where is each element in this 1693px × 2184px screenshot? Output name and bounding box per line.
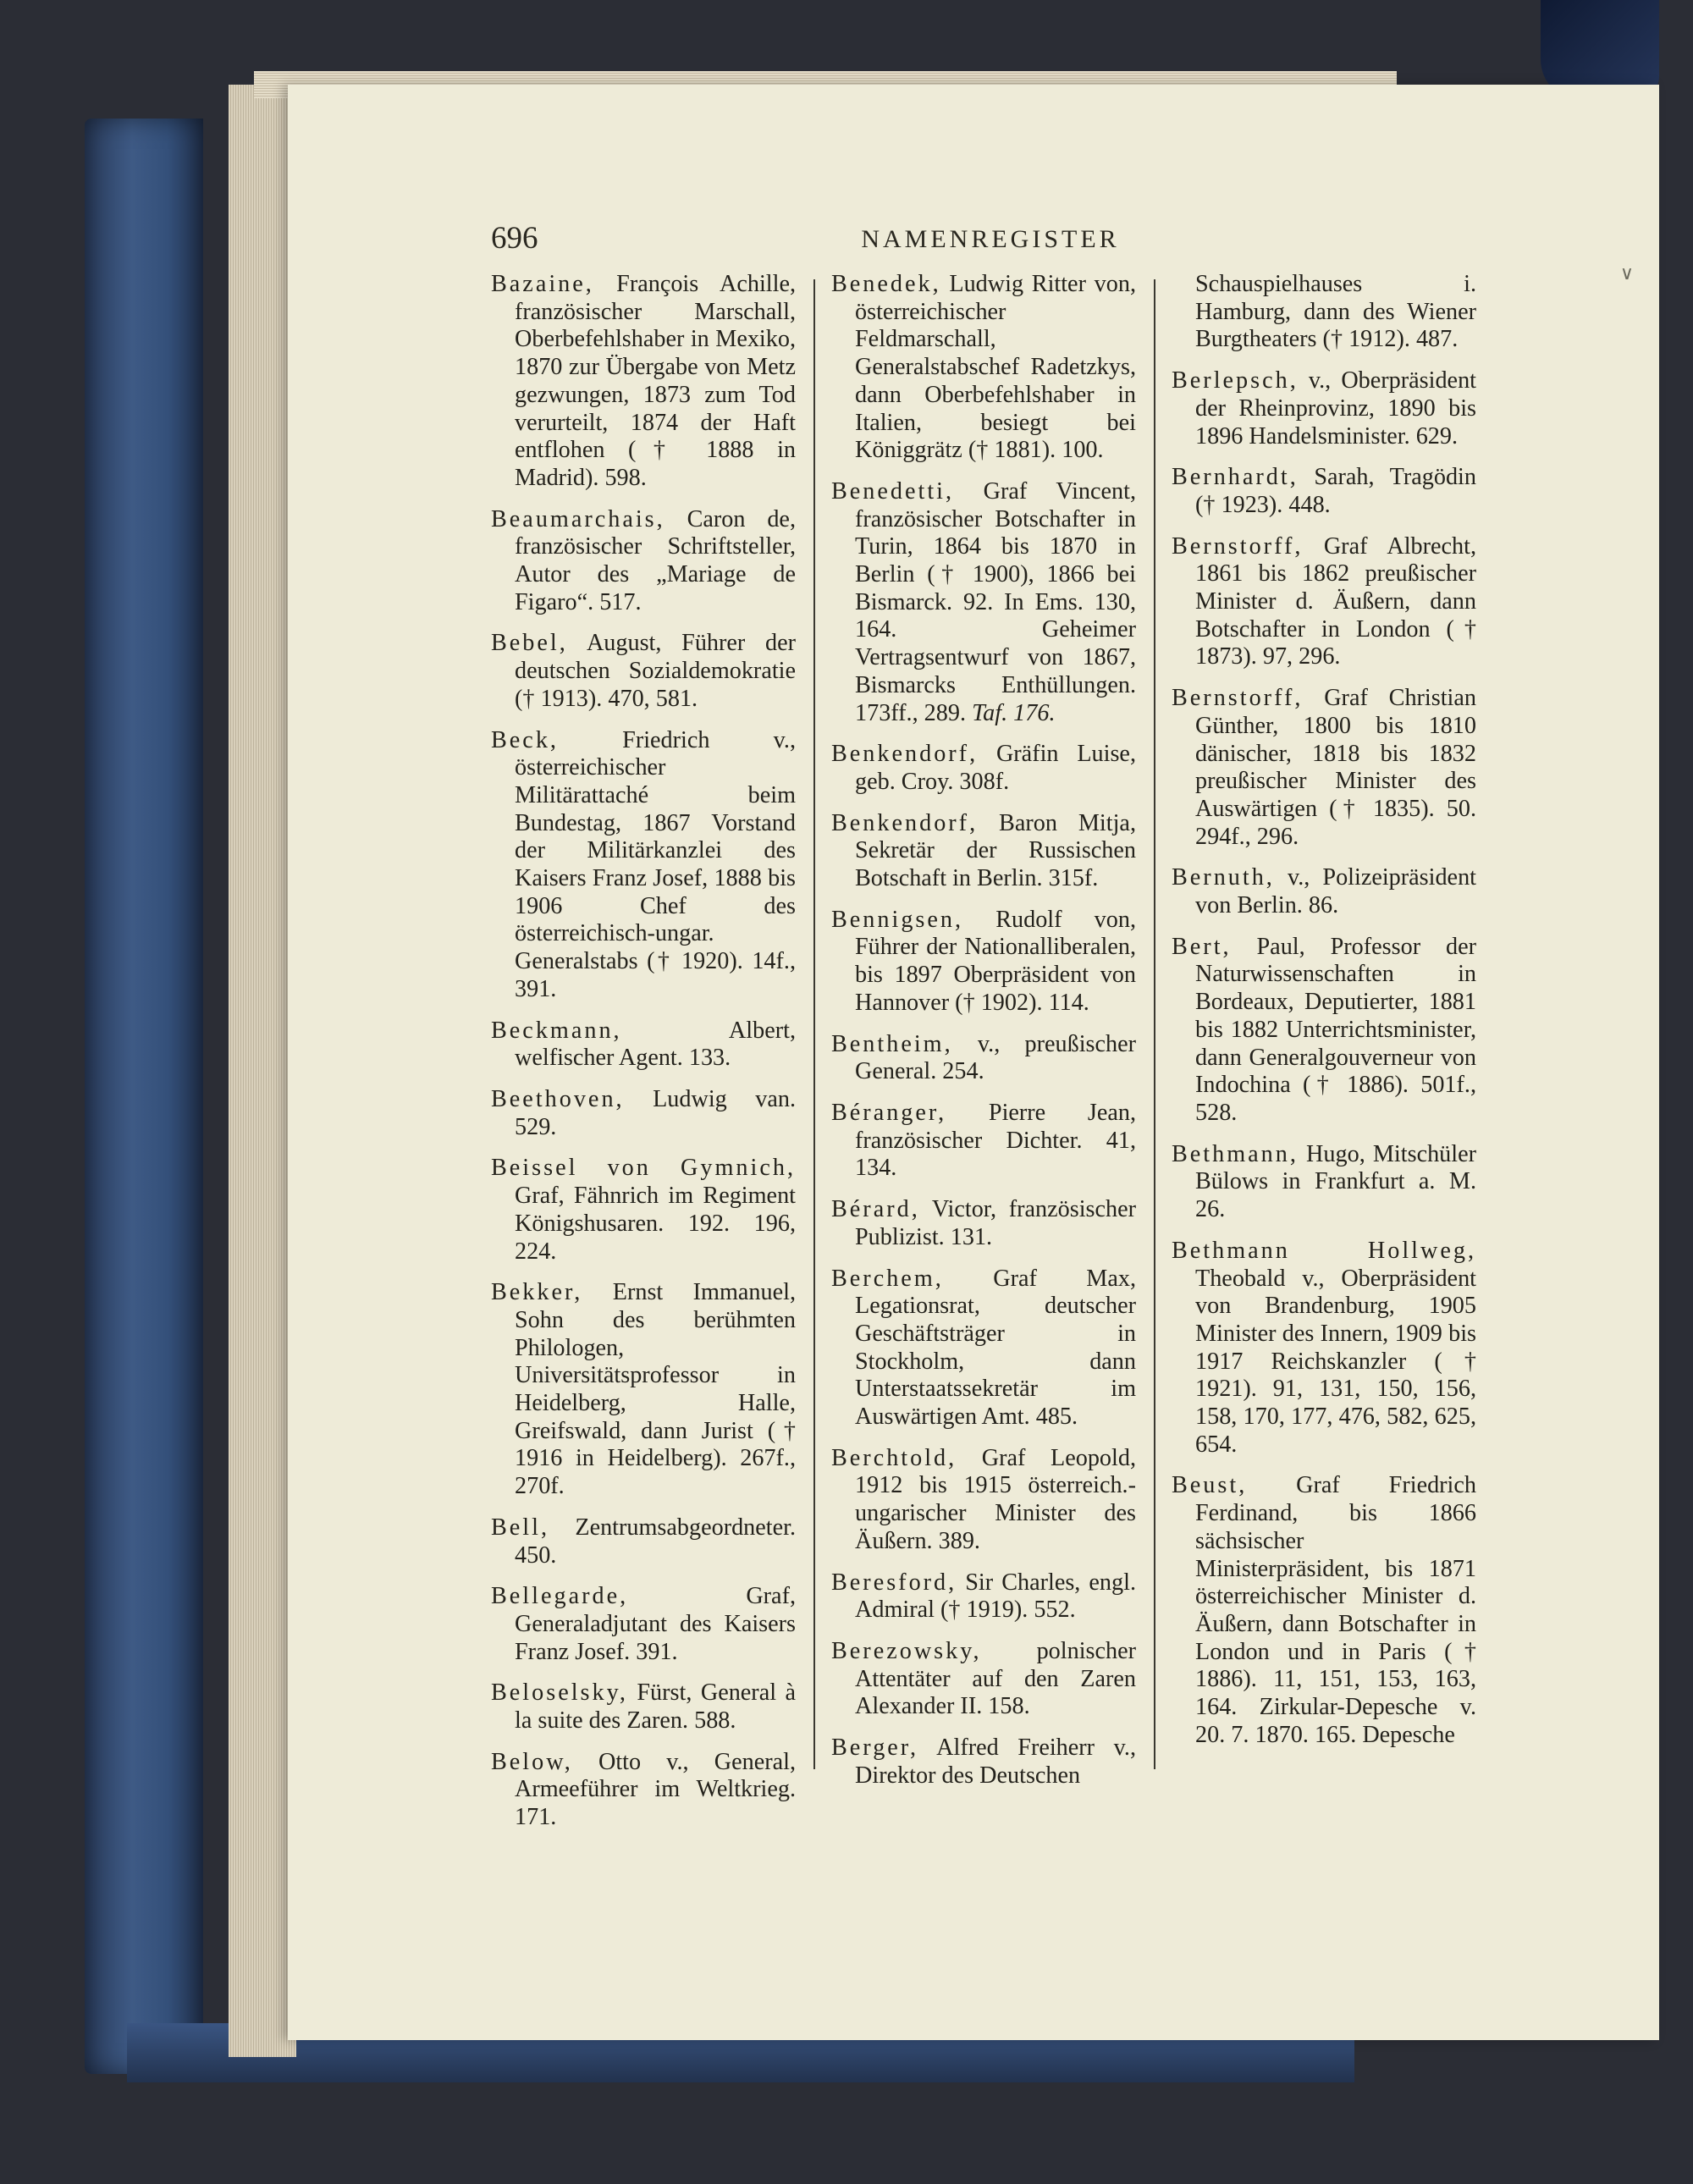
- entry-text: Baron Mitja, Sekretär der Russischen Botschaft in Berlin. 315f.: [855, 809, 1136, 892]
- entry-text: Sir Charles, engl. Admiral († 1919). 552.: [855, 1569, 1136, 1624]
- entry-text: Schauspielhauses i. Hamburg, dann des Wiener Burgtheaters († 1912). 487.: [1195, 271, 1476, 353]
- index-entry: [1172, 1141, 1476, 1224]
- entry-text: Friedrich v., österreichischer Militärattaché beim Bundestag, 1867 Vorstand der Militärkanzlei des Kaisers Franz Josef, 1888 bis 1906 Chef des österreichisch-ungar. Generalstabs († 1920). 14f., 391.: [515, 726, 796, 1002]
- index-entry: [831, 271, 1136, 465]
- index-entry: [491, 630, 796, 713]
- entry-name: Bebel,: [491, 630, 568, 657]
- index-entry: [491, 1583, 796, 1666]
- entry-text: Otto v., General, Armeeführer im Weltkrieg. 171.: [515, 1748, 796, 1831]
- index-entry: [831, 907, 1136, 1018]
- index-entry: [831, 1638, 1136, 1721]
- entry-name: Beissel von Gymnich,: [491, 1155, 796, 1182]
- entry-text: Alfred Freiherr v., Direktor des Deutschen: [855, 1735, 1136, 1789]
- index-entry: [831, 1445, 1136, 1556]
- entry-text: August, Führer der deutschen Sozialdemokratie († 1913). 470, 581.: [515, 630, 796, 712]
- entry-name: Bert,: [1172, 933, 1232, 960]
- column-rule: [1154, 279, 1155, 1769]
- index-entry: [1172, 464, 1476, 519]
- index-entry: [1172, 367, 1476, 450]
- entry-text: v., Oberpräsident der Rheinprovinz, 1890 bis 1896 Handelsminister. 629.: [1195, 367, 1476, 449]
- entry-text: Graf Friedrich Ferdinand, bis 1866 sächsischer Ministerpräsident, bis 1871 österreichischer Minister d. Äußern, dann Botschafter in London und in Paris († 1886). 11, 151, 153, 163, 164. Zirkular-Depesche v. 20. 7. 1870. 165. Depesche: [1195, 1472, 1476, 1748]
- index-entry: [491, 506, 796, 617]
- index-entry: [491, 1086, 796, 1141]
- entry-text: Caron de, französischer Schriftsteller, Autor des „Mariage de Figaro“. 517.: [515, 505, 796, 615]
- entry-text: Sarah, Tragödin († 1923). 448.: [1195, 464, 1476, 518]
- entry-text: v., Polizeipräsident von Berlin. 86.: [1195, 864, 1476, 919]
- index-entry: [831, 1735, 1136, 1790]
- entry-name: Beaumarchais,: [491, 505, 665, 532]
- entry-name: Bazaine,: [491, 271, 594, 297]
- index-entry: [491, 1155, 796, 1266]
- entry-text: Graf Max, Legationsrat, deutscher Geschäftsträger in Stockholm, dann Unterstaatssekretär im Auswärtigen Amt. 485.: [855, 1265, 1136, 1431]
- entry-name: Béranger,: [831, 1099, 947, 1126]
- entry-name: Bethmann Hollweg,: [1172, 1237, 1476, 1264]
- entry-text: Graf, Fähnrich im Regiment Königshusaren. 192. 196, 224.: [515, 1183, 796, 1265]
- entry-name: Bernuth,: [1172, 864, 1275, 891]
- margin-pencil-mark: ∨: [1619, 262, 1634, 284]
- entry-name: Berlepsch,: [1172, 367, 1299, 394]
- entry-text: Gräfin Luise, geb. Croy. 308f.: [855, 741, 1136, 795]
- index-entry: [1172, 685, 1476, 851]
- entry-name: Benkendorf,: [831, 809, 979, 836]
- entry-name: Bekker,: [491, 1279, 583, 1306]
- entry-text: François Achille, französischer Marschall, Oberbefehlshaber in Mexiko, 1870 zur Übergabe von Metz gezwungen, 1873 zum Tod verurteilt, 1874 der Haft entflohen († 1888 in Madrid). 598.: [515, 271, 796, 491]
- index-entry: [1172, 271, 1476, 354]
- entry-name: Beethoven,: [491, 1085, 625, 1112]
- entry-name: Beckmann,: [491, 1017, 622, 1044]
- entry-name: Bérard,: [831, 1196, 920, 1223]
- entry-name: Berezowsky,: [831, 1637, 982, 1664]
- index-entry: [491, 1018, 796, 1073]
- entry-text: polnischer Attentäter auf den Zaren Alexander II. 158.: [855, 1637, 1136, 1720]
- entry-text: Ernst Immanuel, Sohn des berühmten Philologen, Universitätsprofessor in Heidelberg, Halle, Greifswald, dann Jurist († 1916 in Heidelberg). 267f., 270f.: [515, 1279, 796, 1500]
- entry-text: Theobald v., Oberpräsident von Brandenburg, 1905 Minister des Innern, 1909 bis 1917 Reichskanzler († 1921). 91, 131, 150, 156, 158, 170, 177, 476, 582, 625, 654.: [1195, 1265, 1476, 1458]
- index-entry: [491, 727, 796, 1004]
- book-cover: [85, 119, 203, 2074]
- index-entry: [1172, 864, 1476, 919]
- running-head: [491, 220, 1490, 271]
- page-number: 696: [491, 221, 538, 256]
- entry-text: Ludwig Ritter von, österreichischer Feldmarschall, Generalstabschef Radetzkys, dann Oberbefehlshaber in Italien, besiegt bei Königgrätz († 1881). 100.: [855, 271, 1136, 464]
- entry-name: Bethmann,: [1172, 1140, 1299, 1167]
- index-entry: [1172, 1238, 1476, 1459]
- entry-plate-reference: Taf. 176.: [972, 699, 1056, 726]
- entry-text: Graf Leopold, 1912 bis 1915 österreich.-ungarischer Minister des Äußern. 389.: [855, 1444, 1136, 1554]
- index-entry: [831, 1031, 1136, 1086]
- index-column-1: [491, 271, 796, 1845]
- entry-name: Bell,: [491, 1514, 550, 1541]
- index-entry: [831, 478, 1136, 727]
- entry-name: Berger,: [831, 1735, 919, 1762]
- entry-text: Victor, französischer Publizist. 131.: [855, 1196, 1136, 1250]
- entry-text: Fürst, General à la suite des Zaren. 588.: [515, 1679, 796, 1735]
- index-entry: [1172, 1472, 1476, 1749]
- index-column-3: [1172, 271, 1476, 1762]
- entry-name: Berchem,: [831, 1265, 944, 1292]
- entry-text: Graf, Generaladjutant des Kaisers Franz Josef. 391.: [515, 1583, 796, 1665]
- index-entry: [831, 1100, 1136, 1183]
- entry-text: Hugo, Mitschüler Bülows in Frankfurt a. M. 26.: [1195, 1140, 1476, 1223]
- entry-text: Graf Albrecht, 1861 bis 1862 preußischer Minister d. Äußern, dann Botschafter in London († 1873). 97, 296.: [1195, 532, 1476, 670]
- entry-text: Paul, Professor der Naturwissenschaften in Bordeaux, Deputierter, 1881 bis 1882 Unterrichtsminister, dann Generalgouverneur von Indochina († 1886). 501f., 528.: [1195, 933, 1476, 1126]
- index-entry: [831, 810, 1136, 893]
- entry-name: Bentheim,: [831, 1030, 953, 1057]
- entry-text: v., preußischer General. 254.: [855, 1030, 1136, 1085]
- index-entry: [491, 1514, 796, 1569]
- entry-name: Beloselsky,: [491, 1679, 628, 1707]
- entry-name: Beust,: [1172, 1472, 1248, 1499]
- entry-name: Beresford,: [831, 1569, 957, 1596]
- entry-name: Below,: [491, 1748, 573, 1775]
- column-rule: [813, 279, 815, 1769]
- index-entry: [1172, 533, 1476, 672]
- entry-name: Bellegarde,: [491, 1583, 629, 1610]
- entry-text: Ludwig van. 529.: [515, 1085, 796, 1140]
- entry-name: Bernstorff,: [1172, 532, 1304, 560]
- entry-name: Benedetti,: [831, 477, 955, 505]
- entry-name: Bernstorff,: [1172, 685, 1304, 712]
- entry-text: Pierre Jean, französischer Dichter. 41, 134.: [855, 1099, 1136, 1182]
- index-entry: [491, 271, 796, 493]
- entry-text: Graf Christian Günther, 1800 bis 1810 dänischer, 1818 bis 1832 preußischer Minister des Auswärtigen († 1835). 50. 294f., 296.: [1195, 685, 1476, 850]
- entry-name: Bennigsen,: [831, 906, 964, 933]
- page-block-edge: [229, 85, 296, 2057]
- index-entry: [831, 1196, 1136, 1251]
- entry-text: Rudolf von, Führer der Nationalliberalen, bis 1897 Oberpräsident von Hannover († 1902). 114.: [855, 906, 1136, 1016]
- entry-name: Benedek,: [831, 271, 941, 297]
- entry-text: Zentrumsabgeordneter. 450.: [515, 1514, 796, 1569]
- index-entry: [831, 741, 1136, 796]
- index-column-2: [831, 271, 1136, 1803]
- entry-name: Bernhardt,: [1172, 464, 1299, 491]
- index-entry: [831, 1266, 1136, 1431]
- entry-name: Beck,: [491, 726, 559, 753]
- entry-text: Graf Vincent, französischer Botschafter in Turin, 1864 bis 1870 in Berlin († 1900), 1866 bei Bismarck. 92. In Ems. 130, 164. Geheimer Vertragsentwurf von 1867, Bismarcks Enthüllungen. 173ff., 289.: [855, 477, 1136, 726]
- index-entry: [491, 1679, 796, 1735]
- index-entry: [1172, 934, 1476, 1128]
- index-entry: [491, 1279, 796, 1501]
- entry-name: Berchtold,: [831, 1444, 957, 1471]
- index-entry: [831, 1569, 1136, 1624]
- entry-text: Albert, welfischer Agent. 133.: [515, 1017, 796, 1072]
- index-entry: [491, 1749, 796, 1832]
- book-page: [288, 85, 1659, 2040]
- entry-name: Benkendorf,: [831, 741, 979, 768]
- page-title: NAMENREGISTER: [861, 225, 1120, 253]
- index-columns: [491, 271, 1481, 1879]
